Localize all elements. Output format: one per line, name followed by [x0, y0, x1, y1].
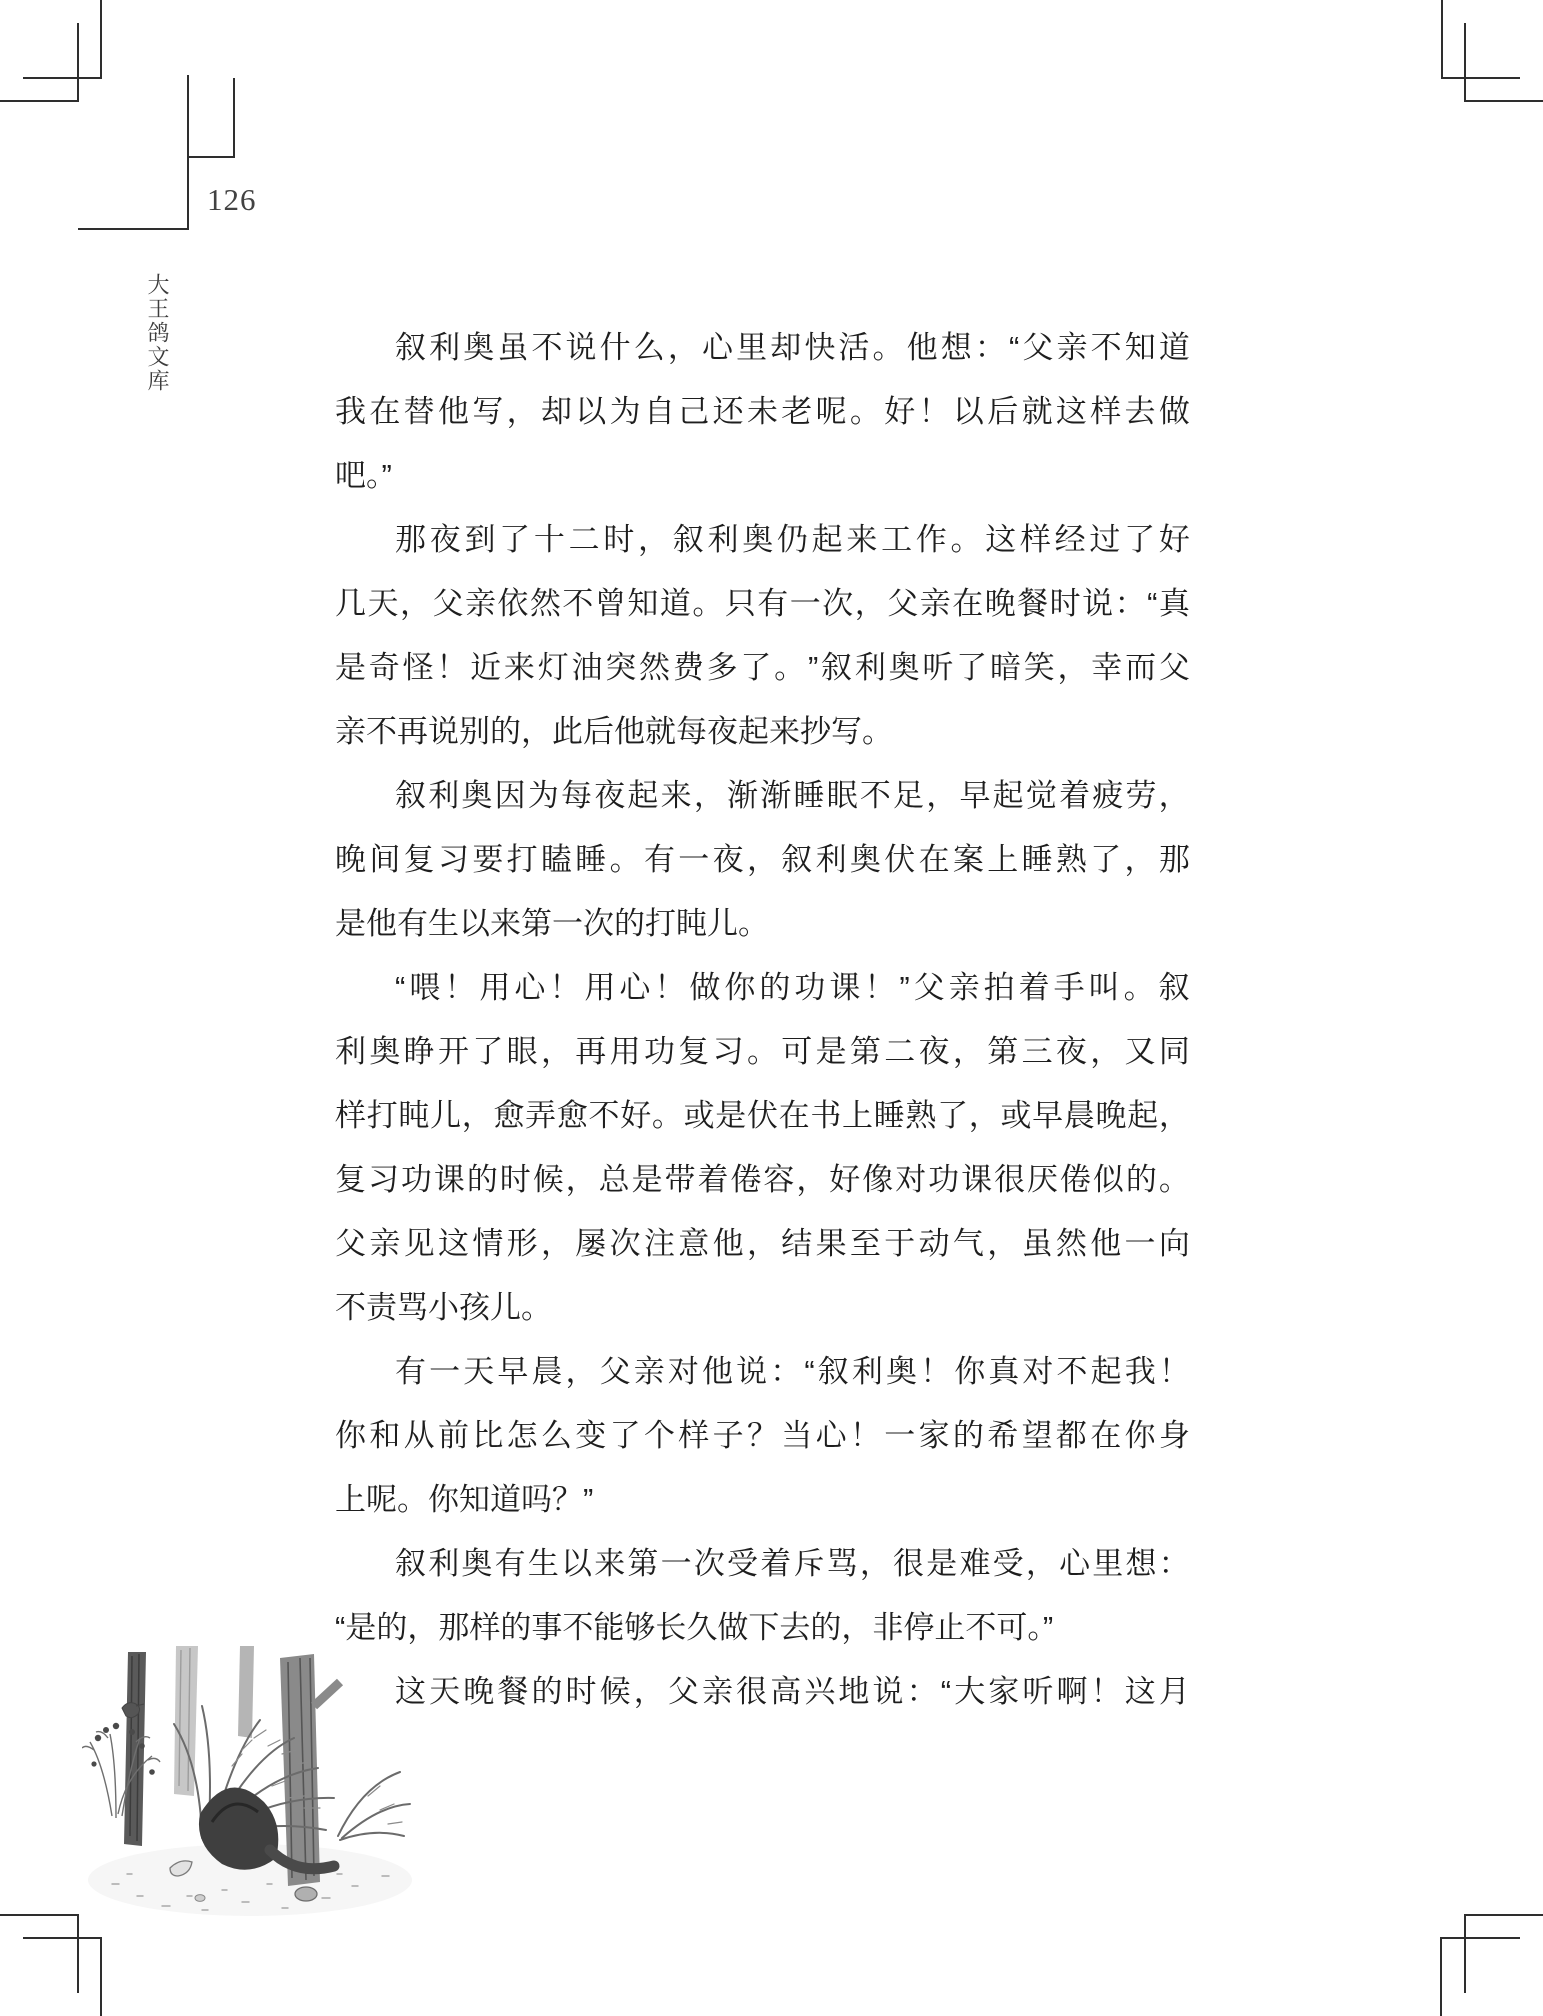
text-line: 父 亲 见 这 情 形 ， 屡 次 注 意 他 ， 结 果 至 于 动 气 ， 虽 然 他 一 向 [335, 1226, 1190, 1261]
text-line: 这 天 晚 餐 的 时 候 ， 父 亲 很 高 兴 地 说 ： “ 大 家 听 啊 ！ 这 月 [395, 1674, 1190, 1709]
text-line: 样 打 盹 儿 ， 愈 弄 愈 不 好 。 或 是 伏 在 书 上 睡 熟 了 ， 或 早 晨 晚 起 ， [335, 1098, 1190, 1133]
text-line: 复 习 功 课 的 时 候 ， 总 是 带 着 倦 容 ， 好 像 对 功 课 很 厌 倦 似 的 。 [335, 1162, 1190, 1197]
text-line: 几 天 ， 父 亲 依 然 不 曾 知 道 。 只 有 一 次 ， 父 亲 在 晚 餐 时 说 ： “ 真 [335, 586, 1190, 621]
page-number: 126 [207, 182, 257, 217]
text-line: 叙 利 奥 有 生 以 来 第 一 次 受 着 斥 骂 ， 很 是 难 受 ， 心 里 想 ： [395, 1546, 1190, 1581]
text-line: 吧。” [335, 458, 392, 493]
body-text [335, 316, 1190, 1724]
text-line: 利 奥 睁 开 了 眼 ， 再 用 功 复 习 。 可 是 第 二 夜 ， 第 三 夜 ， 又 同 [335, 1034, 1190, 1069]
text-line: 是他有生以来第一次的打盹儿。 [335, 906, 769, 941]
text-line: 不责骂小孩儿。 [335, 1290, 552, 1325]
text-line: “是的，那样的事不能够长久做下去的，非停止不可。” [335, 1610, 1054, 1645]
forest-burrow-illustration [82, 1646, 412, 1924]
text-line: 叙 利 奥 虽 不 说 什 么 ， 心 里 却 快 活 。 他 想 ： “ 父 亲 不 知 道 [395, 330, 1190, 365]
text-line: 是 奇 怪 ！ 近 来 灯 油 突 然 费 多 了 。 ” 叙 利 奥 听 了 暗 笑 ， 幸 而 父 [335, 650, 1190, 685]
text-line: 亲不再说别的，此后他就每夜起来抄写。 [335, 714, 893, 749]
text-line: 我 在 替 他 写 ， 却 以 为 自 己 还 未 老 呢 。 好 ！ 以 后 就 这 样 去 做 [335, 394, 1190, 429]
text-line: 晚 间 复 习 要 打 瞌 睡 。 有 一 夜 ， 叙 利 奥 伏 在 案 上 睡 熟 了 ， 那 [335, 842, 1190, 877]
text-line: 有 一 天 早 晨 ， 父 亲 对 他 说 ： “ 叙 利 奥 ！ 你 真 对 不 起 我 ！ [395, 1354, 1190, 1389]
text-line: 上呢。你知道吗？” [335, 1482, 594, 1517]
text-line: 那 夜 到 了 十 二 时 ， 叙 利 奥 仍 起 来 工 作 。 这 样 经 过 了 好 [395, 522, 1190, 557]
text-line: 你 和 从 前 比 怎 么 变 了 个 样 子 ？ 当 心 ！ 一 家 的 希 望 都 在 你 身 [335, 1418, 1190, 1453]
series-vertical-label: 大王鸽文库 [145, 273, 170, 393]
text-line: 叙 利 奥 因 为 每 夜 起 来 ， 渐 渐 睡 眠 不 足 ， 早 起 觉 着 疲 劳 ， [395, 778, 1190, 813]
text-line: “ 喂 ！ 用 心 ！ 用 心 ！ 做 你 的 功 课 ！ ” 父 亲 拍 着 手 叫 。 叙 [395, 970, 1190, 1005]
